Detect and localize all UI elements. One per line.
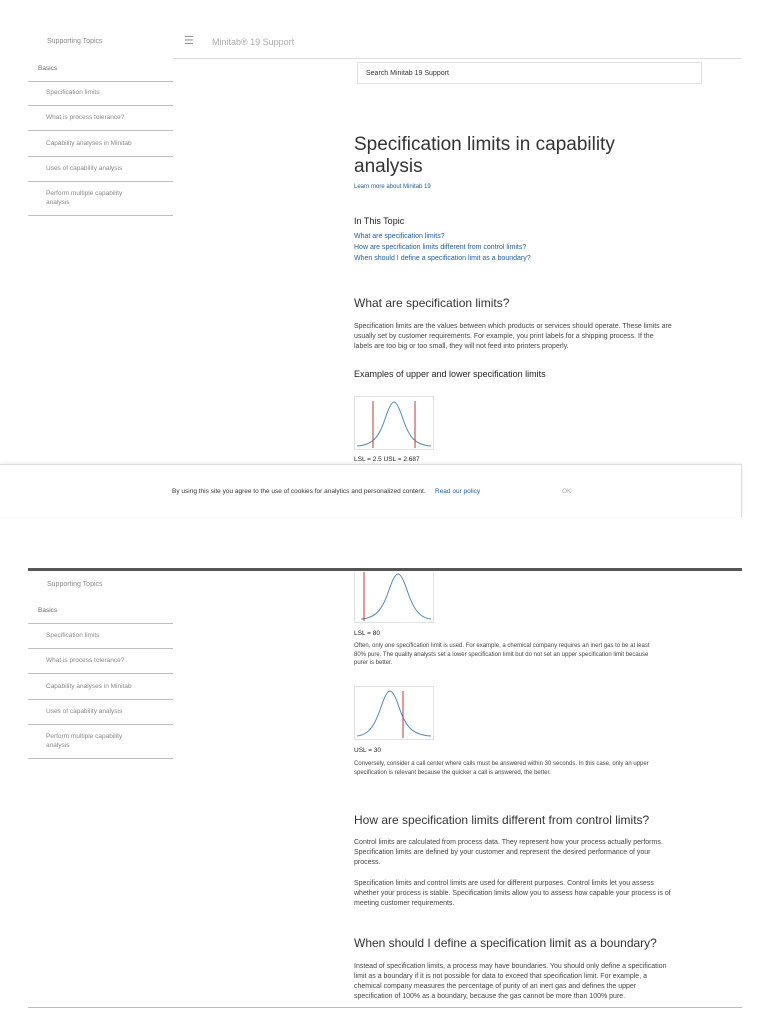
chart-lower-only bbox=[354, 572, 434, 623]
chart-two-sided-svg bbox=[355, 397, 433, 449]
learn-more-link[interactable]: Learn more about Minitab 19 bbox=[354, 184, 431, 190]
toc-link-what[interactable]: What are specification limits? bbox=[354, 233, 445, 240]
sidebar-item-capability-analyses-2[interactable]: Capability analyses in Minitab bbox=[28, 682, 173, 700]
curve-upper-only bbox=[357, 691, 431, 736]
chart-lower-only-svg bbox=[355, 572, 433, 622]
sidebar-title: Supporting Topics bbox=[47, 38, 103, 45]
sidebar-item-capability-analyses[interactable]: Capability analyses in Minitab bbox=[28, 139, 173, 157]
hamburger-menu-icon[interactable]: ☰ bbox=[184, 35, 194, 47]
sidebar-item-uses-capability-2[interactable]: Uses of capability analysis bbox=[28, 707, 173, 725]
sidebar-item-perform-multiple[interactable]: Perform multiple capability analysis bbox=[28, 189, 173, 216]
sidebar-item-uses-capability[interactable]: Uses of capability analysis bbox=[28, 164, 173, 182]
examples-heading: Examples of upper and lower specification limits bbox=[354, 369, 546, 379]
curve-lower-only bbox=[361, 574, 431, 619]
section-how-paragraph-1: Control limits are calculated from process data. They represent how your process actually performs. Specification limits are defined by your customer and represent the desired performance of your process. bbox=[354, 839, 663, 866]
sidebar-title-2: Supporting Topics bbox=[47, 581, 103, 588]
toc-link-when[interactable]: When should I define a specification limit as a boundary? bbox=[354, 255, 531, 262]
chart-lower-only-paragraph: Often, only one specification limit is used. For example, a chemical company requires an inert gas to be at least 80% pure. The quality analysts set a lower specification limit but do not set an upper specification limit because purer is better. bbox=[354, 643, 650, 666]
app-title[interactable]: Minitab® 19 Support bbox=[212, 37, 295, 47]
section-how-heading: How are specification limits different from control limits? bbox=[354, 813, 650, 827]
section-what-heading: What are specification limits? bbox=[354, 296, 510, 310]
cookie-ok-button[interactable]: OK bbox=[562, 488, 572, 495]
header-divider bbox=[173, 58, 742, 59]
cookie-text: By using this site you agree to the use of cookies for analytics and personalized content. bbox=[172, 488, 426, 495]
chart-two-sided-caption: LSL = 2.5 USL = 2.687 bbox=[354, 456, 420, 463]
cookie-banner bbox=[0, 464, 742, 517]
sidebar-item-process-tolerance-2[interactable]: What is process tolerance? bbox=[28, 656, 173, 674]
sidebar-item-specification-limits-2[interactable]: Specification limits bbox=[28, 631, 173, 649]
chart-upper-only-svg bbox=[355, 687, 433, 739]
chart-upper-only bbox=[354, 686, 434, 740]
sidebar-item-basics-2[interactable]: Basics bbox=[28, 606, 173, 624]
search-input[interactable]: Search Minitab 19 Support bbox=[357, 62, 702, 84]
bottom-divider bbox=[28, 1007, 742, 1008]
chart-two-sided bbox=[354, 396, 434, 450]
section-how-paragraph-2: Specification limits and control limits are used for different purposes. Control limits let you assess whether your process is stable. Specification limits allow you to assess how capable your process is of meeting customer requirements. bbox=[354, 880, 671, 907]
in-this-topic-heading: In This Topic bbox=[354, 216, 405, 226]
chart-upper-only-caption: USL = 30 bbox=[354, 747, 382, 754]
screenshot-divider bbox=[28, 568, 742, 571]
chart-upper-only-paragraph: Conversely, consider a call center where calls must be answered within 30 seconds. In this case, only an upper specification is relevant because the quicker a call is answered, the better. bbox=[354, 761, 649, 776]
sidebar-item-process-tolerance[interactable]: What is process tolerance? bbox=[28, 113, 173, 131]
read-policy-link[interactable]: Read our policy bbox=[435, 488, 481, 495]
section-when-paragraph: Instead of specification limits, a process may have boundaries. You should only define a specification limit as a boundary if it is not possible for data to exceed that specification limit. For example, a chemical company measures the percentage of purity of an inert gas and defines the upper specification of 100% as a boundary, because the gas cannot be more than 100% pure. bbox=[354, 963, 667, 1000]
chart-lower-only-caption: LSL = 80 bbox=[354, 630, 380, 637]
curve-two-sided bbox=[357, 402, 431, 446]
toc-link-how[interactable]: How are specification limits different from control limits? bbox=[354, 244, 527, 251]
sidebar-item-specification-limits[interactable]: Specification limits bbox=[28, 88, 173, 106]
section-what-paragraph: Specification limits are the values between which products or services should operate. These limits are usually set by customer requirements. For example, you print labels for a shipping process. If the labels are too big or too small, they will not feed into printers properly. bbox=[354, 323, 672, 350]
section-when-heading: When should I define a specification limit as a boundary? bbox=[354, 936, 657, 950]
page-title: Specification limits in capability analysis bbox=[354, 134, 615, 177]
sidebar-item-perform-multiple-2[interactable]: Perform multiple capability analysis bbox=[28, 732, 173, 759]
sidebar-item-basics[interactable]: Basics bbox=[28, 64, 173, 82]
